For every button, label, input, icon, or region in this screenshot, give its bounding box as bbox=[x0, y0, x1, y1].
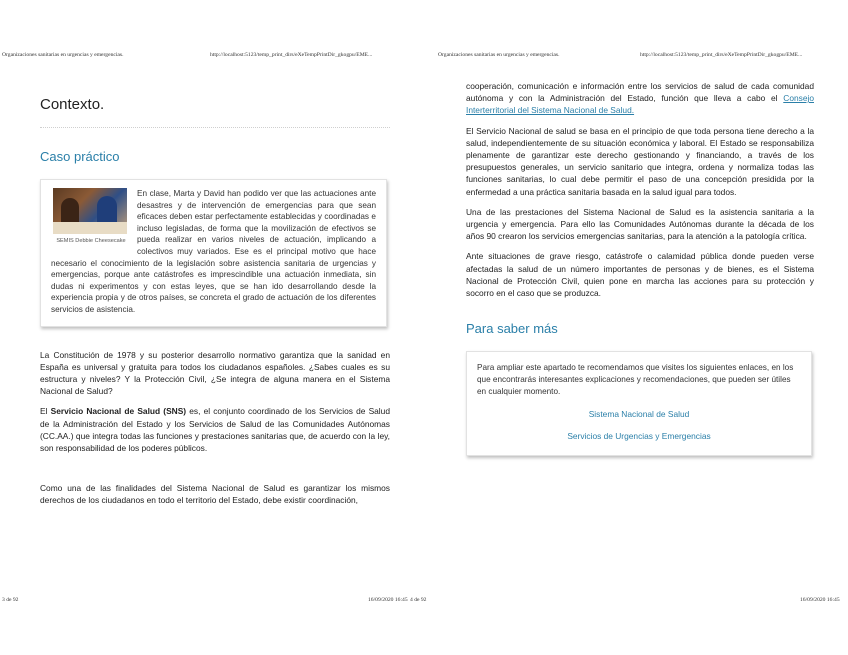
case-study-text: En clase, Marta y David han podido ver que las actuaciones ante desastres y de intervención de emergencias para que sean eficaces deben estar perfectamente establecidas y coordinadas e incluso legisladas, de forma que la movilización de efectivos se pueda realizar en varios niveles de actuación, implicando a colectivos muy variados. Ese es el principal motivo que hace necesario el conocimiento de la legislación sobre asistencia sanitaria de urgencias y emergencias, porque ante catástrofes es imprescindible una actuación inmediata, sin dudas ni experimentos y con estas leyes, que se han ido desarrollando desde la experiencia propia y de otros países, se concreta el grado de actuación de los diferentes servicios de asistencia. bbox=[51, 189, 376, 314]
case-study-title: Caso práctico bbox=[40, 149, 120, 164]
paragraph-civil-protection: Ante situaciones de grave riesgo, catástrofe o calamidad pública donde pueden verse afectadas la salud de un número importantes de personas y de bienes, es el Sistema Nacional de Protección Civil, quien pone en marcha las acciones para su protección y socorro en el caso que se produzca. bbox=[466, 251, 814, 299]
paragraph-emergency-care: Una de las prestaciones del Sistema Nacional de Salud es la asistencia sanitaria a la urgencia y emergencia. Para ello las Comunidades Autónomas durante la década de los años 90 crearon los servicios emergencias sanitarias, para la atención a la patología crítica. bbox=[466, 206, 814, 242]
paragraph-principle: El Servicio Nacional de salud se basa en el principio de que toda persona tiene derecho a la salud, independientemente de su situación económica y laboral. El Estado se responsabiliza plenamente de garantizar este derecho gestionando y financiando, a través de los presupuestos generales, un servicio sanitario que integra, ordena y normaliza todas las funciones sanitarias, lo cual debe permitir el paso de una concepción presidida por la enfermedad a una práctica sanitaria basada en la salud igual para todos. bbox=[466, 125, 814, 197]
paragraph-coordination: Como una de las finalidades del Sistema Nacional de Salud es garantizar los mismos derechos de los ciudadanos en todo el territorio del Estado, debe existir coordinación, bbox=[40, 483, 390, 506]
header-left-title: Organizaciones sanitarias en urgencias y emergencias. bbox=[2, 52, 124, 58]
footer-page-left: 3 de 92 bbox=[2, 597, 19, 603]
case-photo-figure bbox=[51, 188, 131, 245]
learn-more-text: Para ampliar este apartado te recomendamos que visites los siguientes enlaces, en los que encontrarás interesantes explicaciones y recomendaciones, que pueden ser útiles en cualquier momento. bbox=[477, 363, 794, 396]
learn-more-title: Para saber más bbox=[466, 321, 558, 337]
paragraph-cooperation: cooperación, comunicación e información entre los servicios de salud de cada comunidad autónoma y con la Administración del Estado, función que lleva a cabo el Consejo Interterritorial del Sistema Nacional de Salud. bbox=[466, 81, 814, 116]
header-right-url: http://localhost:5123/temp_print_dirs/eXeTempPrintDir_gkogpu/EME... bbox=[640, 52, 803, 58]
sns-bold-term: Servicio Nacional de Salud (SNS) bbox=[50, 406, 187, 417]
case-photo bbox=[53, 188, 127, 234]
context-title: Contexto. bbox=[40, 96, 105, 113]
footer-page-center: 4 de 92 bbox=[410, 597, 427, 603]
photo-caption: SEMIS Debbie Cheesecake bbox=[56, 238, 126, 244]
link-servicios-urgencias[interactable]: Servicios de Urgencias y Emergencias bbox=[567, 431, 711, 442]
case-study-card bbox=[40, 179, 387, 327]
paragraph-constitution: La Constitución de 1978 y su posterior desarrollo normativo garantiza que la sanidad en España es universal y gratuita para todos los ciudadanos españoles. ¿Sabes cuales es su estructura y niveles? Y la Protección Civil, ¿Se integra de alguna manera en el Sistema Nacional de Salud? bbox=[40, 349, 390, 397]
header-right-title: Organizaciones sanitarias en urgencias y emergencias. bbox=[438, 52, 560, 58]
header-left-url: http://localhost:5123/temp_print_dirs/eXeTempPrintDir_gkogpu/EME... bbox=[210, 52, 373, 58]
link-sistema-nacional-salud[interactable]: Sistema Nacional de Salud bbox=[588, 408, 690, 419]
right-column bbox=[466, 80, 814, 456]
divider bbox=[40, 127, 390, 128]
paragraph-sns: El Servicio Nacional de Salud (SNS) es, el conjunto coordinado de los Servicios de Salud de la Administración del Estado y los Servicios de Salud de las Comunidades Autónomas (CC.AA.) que integra todas las funciones y prestaciones sanitarias que, de acuerdo con la ley, son responsabilidad de los poderes públicos. bbox=[40, 406, 390, 453]
consejo-interterritorial-link[interactable]: Consejo Interterritorial del Sistema Nacional de Salud. bbox=[466, 93, 814, 116]
learn-more-card bbox=[466, 351, 812, 456]
left-column bbox=[40, 90, 390, 515]
footer-date-center: 16/09/2020 16:45 bbox=[368, 597, 408, 603]
footer-date-right: 16/09/2020 16:45 bbox=[800, 597, 840, 603]
